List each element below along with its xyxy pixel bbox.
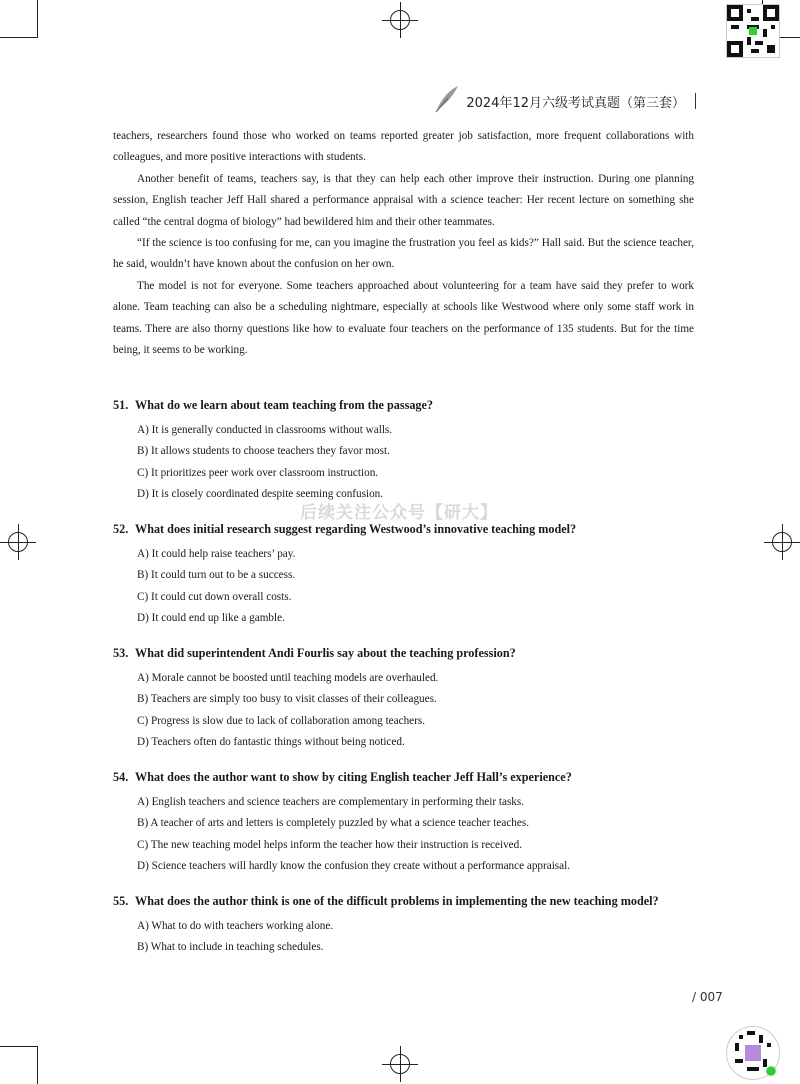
question-54 bbox=[113, 770, 713, 878]
qr-code-icon bbox=[726, 1026, 780, 1080]
option-a[interactable]: A) It is generally conducted in classrooms without walls. bbox=[137, 424, 393, 436]
question-52 bbox=[113, 522, 713, 630]
question-stem: What does the author want to show by citing English teacher Jeff Hall’s experience? bbox=[135, 770, 572, 784]
passage-paragraph: “If the science is too confusing for me, can you imagine the frustration you feel as kids?” Hall said. But the science teacher, he said, wouldn’t have known about the confusion on her own. bbox=[113, 237, 694, 271]
registration-mark-icon bbox=[764, 524, 800, 560]
watermark: 后续关注公众号【研大】 bbox=[300, 503, 498, 523]
question-number: 55. bbox=[113, 894, 129, 908]
passage bbox=[113, 126, 694, 361]
option-a[interactable]: A) Morale cannot be boosted until teaching models are overhauled. bbox=[137, 672, 439, 684]
option-d[interactable]: D) It could end up like a gamble. bbox=[137, 612, 285, 625]
question-number: 52. bbox=[113, 522, 129, 536]
option-c[interactable]: C) The new teaching model helps inform the teacher how their instruction is received. bbox=[137, 838, 523, 851]
crop-mark bbox=[37, 1046, 38, 1084]
option-a[interactable]: A) What to do with teachers working alone. bbox=[137, 920, 334, 932]
question-number: 51. bbox=[113, 398, 129, 412]
question-number: 54. bbox=[113, 770, 129, 784]
registration-mark-icon bbox=[382, 1046, 418, 1082]
passage-paragraph: The model is not for everyone. Some teachers approached about volunteering for a team have said they prefer to work alone. Team teaching can also be a scheduling nightmare, especially at schools like Westwood where only some staff work in teams. There are also thorny questions like how to evaluate four teachers on the performance of 135 students. But for the time being, it seems to be working. bbox=[113, 279, 694, 357]
option-a[interactable]: A) English teachers and science teachers are complementary in performing their tasks. bbox=[137, 796, 525, 808]
page-header bbox=[432, 86, 696, 116]
question-stem: What did superintendent Andi Fourlis say about the teaching profession? bbox=[135, 646, 516, 660]
option-b[interactable]: B) Teachers are simply too busy to visit classes of their colleagues. bbox=[137, 693, 437, 706]
option-d[interactable]: D) It is closely coordinated despite seeming confusion. bbox=[137, 488, 384, 501]
question-51 bbox=[113, 398, 713, 506]
option-c[interactable]: C) It prioritizes peer work over classroom instruction. bbox=[137, 466, 379, 479]
page-title: 2024年12月六级考试真题（第三套） bbox=[466, 95, 685, 111]
option-b[interactable]: B) What to include in teaching schedules. bbox=[137, 941, 324, 954]
qr-code-icon bbox=[726, 4, 780, 58]
question-stem: What do we learn about team teaching from the passage? bbox=[135, 398, 434, 412]
passage-paragraph: Another benefit of teams, teachers say, is that they can help each other improve their instruction. During one planning session, English teacher Jeff Hall shared a performance appraisal with a science teacher: Her recent lecture on something she called “the central dogma of biology” had bewildered him and their other teammates. bbox=[113, 172, 694, 228]
registration-mark-icon bbox=[382, 2, 418, 38]
page-number: / 007 bbox=[692, 990, 723, 1004]
crop-mark bbox=[0, 37, 38, 38]
option-b[interactable]: B) It allows students to choose teachers they favor most. bbox=[137, 445, 390, 458]
question-number: 53. bbox=[113, 646, 129, 660]
option-c[interactable]: C) It could cut down overall costs. bbox=[137, 590, 292, 603]
option-b[interactable]: B) A teacher of arts and letters is completely puzzled by what a science teacher teaches. bbox=[137, 817, 530, 830]
option-d[interactable]: D) Science teachers will hardly know the confusion they create without a performance appraisal. bbox=[137, 860, 571, 873]
passage-paragraph: teachers, researchers found those who worked on teams reported greater job satisfaction, more frequent collaborations with colleagues, and more positive interactions with students. bbox=[113, 130, 694, 164]
crop-mark bbox=[37, 0, 38, 38]
option-b[interactable]: B) It could turn out to be a success. bbox=[137, 569, 296, 582]
question-stem: What does initial research suggest regarding Westwood’s innovative teaching model? bbox=[135, 522, 577, 536]
crop-mark bbox=[0, 1046, 38, 1047]
option-a[interactable]: A) It could help raise teachers’ pay. bbox=[137, 548, 296, 560]
option-c[interactable]: C) Progress is slow due to lack of collaboration among teachers. bbox=[137, 714, 426, 727]
question-53 bbox=[113, 646, 713, 754]
option-d[interactable]: D) Teachers often do fantastic things without being noticed. bbox=[137, 736, 405, 749]
question-stem: What does the author think is one of the difficult problems in implementing the new teaching model? bbox=[135, 894, 659, 908]
question-55 bbox=[113, 894, 713, 959]
registration-mark-icon bbox=[0, 524, 36, 560]
quill-icon bbox=[432, 84, 460, 118]
header-divider bbox=[695, 93, 696, 109]
